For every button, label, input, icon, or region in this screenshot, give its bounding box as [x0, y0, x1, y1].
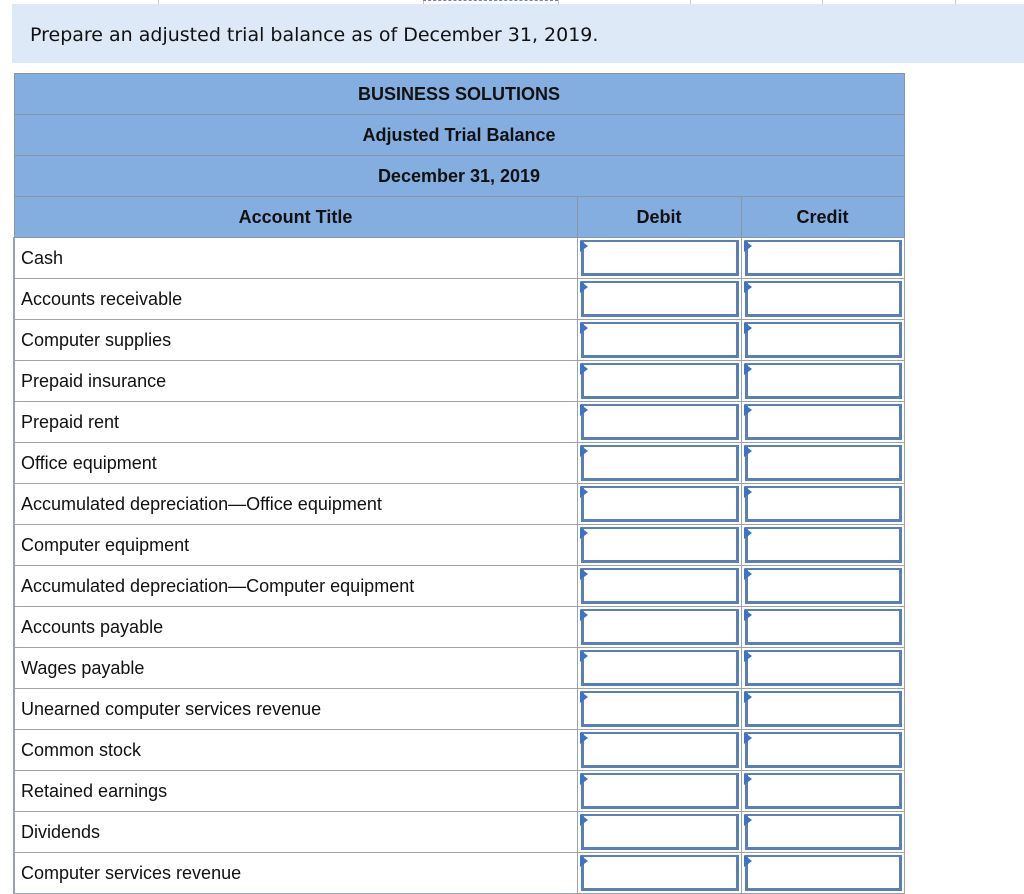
table-row: [14, 443, 904, 484]
cell-marker-icon: [744, 568, 752, 580]
account-title-cell: Accounts receivable: [14, 279, 577, 320]
cell-marker-icon: [580, 322, 588, 334]
debit-cell: [577, 812, 741, 853]
debit-cell: [577, 320, 741, 361]
cell-marker-icon: [744, 486, 752, 498]
credit-cell: [741, 812, 904, 853]
debit-cell: [577, 730, 741, 771]
cell-marker-icon: [580, 773, 588, 785]
account-title-cell: Common stock: [14, 730, 577, 771]
cell-marker-icon: [744, 691, 752, 703]
column-header-debit: Debit: [577, 197, 741, 238]
cell-marker-icon: [580, 814, 588, 826]
debit-input[interactable]: [581, 568, 739, 604]
credit-cell: [741, 361, 904, 402]
trial-balance-table: [13, 73, 905, 894]
account-title-cell: Cash: [14, 238, 577, 279]
instruction-text: Prepare an adjusted trial balance as of December 31, 2019.: [30, 24, 599, 46]
cell-marker-icon: [744, 609, 752, 621]
credit-input[interactable]: [745, 363, 902, 399]
company-name: BUSINESS SOLUTIONS: [14, 74, 904, 115]
credit-input[interactable]: [745, 732, 902, 768]
account-title-cell: Dividends: [14, 812, 577, 853]
focus-outline: [423, 0, 558, 1]
debit-cell: [577, 607, 741, 648]
cell-marker-icon: [744, 404, 752, 416]
credit-cell: [741, 689, 904, 730]
debit-cell: [577, 525, 741, 566]
cell-marker-icon: [580, 691, 588, 703]
debit-input[interactable]: [581, 609, 739, 645]
debit-input[interactable]: [581, 445, 739, 481]
debit-cell: [577, 648, 741, 689]
cell-marker-icon: [744, 732, 752, 744]
cell-marker-icon: [744, 363, 752, 375]
account-title-cell: Computer services revenue: [14, 853, 577, 894]
table-row: [14, 484, 904, 525]
cell-marker-icon: [580, 445, 588, 457]
debit-cell: [577, 566, 741, 607]
table-row: [14, 689, 904, 730]
credit-cell: [741, 730, 904, 771]
cell-marker-icon: [580, 486, 588, 498]
credit-cell: [741, 484, 904, 525]
cell-marker-icon: [580, 855, 588, 867]
cell-marker-icon: [580, 650, 588, 662]
debit-input[interactable]: [581, 691, 739, 727]
account-title-cell: Prepaid insurance: [14, 361, 577, 402]
table-row: [14, 648, 904, 689]
table-row: [14, 566, 904, 607]
cell-marker-icon: [744, 322, 752, 334]
cell-marker-icon: [580, 281, 588, 293]
header-row-date: [14, 156, 904, 197]
table-row: [14, 320, 904, 361]
cell-marker-icon: [744, 240, 752, 252]
column-header-account-title: Account Title: [14, 197, 577, 238]
debit-cell: [577, 689, 741, 730]
cell-marker-icon: [580, 404, 588, 416]
column-header-credit: Credit: [741, 197, 904, 238]
instruction-banner: [12, 4, 1024, 63]
debit-cell: [577, 361, 741, 402]
credit-input[interactable]: [745, 445, 902, 481]
debit-input[interactable]: [581, 486, 739, 522]
credit-cell: [741, 607, 904, 648]
credit-input[interactable]: [745, 650, 902, 686]
debit-input[interactable]: [581, 281, 739, 317]
table-row: [14, 771, 904, 812]
debit-cell: [577, 771, 741, 812]
credit-cell: [741, 771, 904, 812]
trial-balance-table-container: [13, 73, 903, 894]
credit-input[interactable]: [745, 527, 902, 563]
table-row: [14, 238, 904, 279]
table-row: [14, 525, 904, 566]
table-row: [14, 402, 904, 443]
credit-cell: [741, 320, 904, 361]
account-title-cell: Prepaid rent: [14, 402, 577, 443]
debit-cell: [577, 853, 741, 894]
credit-cell: [741, 238, 904, 279]
header-row-title: [14, 115, 904, 156]
credit-input[interactable]: [745, 814, 902, 850]
credit-input[interactable]: [745, 855, 902, 891]
cell-marker-icon: [580, 363, 588, 375]
statement-title: Adjusted Trial Balance: [14, 115, 904, 156]
credit-cell: [741, 566, 904, 607]
table-row: [14, 279, 904, 320]
cell-marker-icon: [744, 445, 752, 457]
table-row: [14, 812, 904, 853]
account-title-cell: Computer equipment: [14, 525, 577, 566]
cell-marker-icon: [744, 650, 752, 662]
credit-input[interactable]: [745, 691, 902, 727]
account-title-cell: Accounts payable: [14, 607, 577, 648]
cell-marker-icon: [744, 281, 752, 293]
credit-cell: [741, 853, 904, 894]
credit-input[interactable]: [745, 773, 902, 809]
debit-input[interactable]: [581, 732, 739, 768]
credit-input[interactable]: [745, 281, 902, 317]
credit-cell: [741, 279, 904, 320]
cell-marker-icon: [744, 855, 752, 867]
table-row: [14, 361, 904, 402]
cell-marker-icon: [744, 814, 752, 826]
account-title-cell: Retained earnings: [14, 771, 577, 812]
debit-input[interactable]: [581, 404, 739, 440]
debit-input[interactable]: [581, 650, 739, 686]
debit-cell: [577, 279, 741, 320]
credit-cell: [741, 443, 904, 484]
debit-input[interactable]: [581, 855, 739, 891]
credit-cell: [741, 648, 904, 689]
debit-input[interactable]: [581, 322, 739, 358]
credit-cell: [741, 525, 904, 566]
credit-input[interactable]: [745, 322, 902, 358]
account-title-cell: Unearned computer services revenue: [14, 689, 577, 730]
debit-cell: [577, 484, 741, 525]
column-header-row: [14, 197, 904, 238]
account-title-cell: Accumulated depreciation—Office equipment: [14, 484, 577, 525]
credit-cell: [741, 402, 904, 443]
table-row: [14, 730, 904, 771]
statement-date: December 31, 2019: [14, 156, 904, 197]
credit-input[interactable]: [745, 404, 902, 440]
cell-marker-icon: [580, 732, 588, 744]
account-title-cell: Wages payable: [14, 648, 577, 689]
table-row: [14, 853, 904, 894]
debit-input[interactable]: [581, 240, 739, 276]
debit-input[interactable]: [581, 773, 739, 809]
credit-input[interactable]: [745, 609, 902, 645]
credit-input[interactable]: [745, 240, 902, 276]
debit-input[interactable]: [581, 814, 739, 850]
cell-marker-icon: [580, 609, 588, 621]
credit-input[interactable]: [745, 568, 902, 604]
account-title-cell: Accumulated depreciation—Computer equipment: [14, 566, 577, 607]
debit-cell: [577, 402, 741, 443]
cell-marker-icon: [744, 773, 752, 785]
cell-marker-icon: [744, 527, 752, 539]
cell-marker-icon: [580, 240, 588, 252]
account-title-cell: Office equipment: [14, 443, 577, 484]
cell-marker-icon: [580, 527, 588, 539]
debit-input[interactable]: [581, 527, 739, 563]
debit-cell: [577, 443, 741, 484]
table-row: [14, 607, 904, 648]
debit-input[interactable]: [581, 363, 739, 399]
account-title-cell: Computer supplies: [14, 320, 577, 361]
credit-input[interactable]: [745, 486, 902, 522]
debit-cell: [577, 238, 741, 279]
header-row-company: [14, 74, 904, 115]
cell-marker-icon: [580, 568, 588, 580]
